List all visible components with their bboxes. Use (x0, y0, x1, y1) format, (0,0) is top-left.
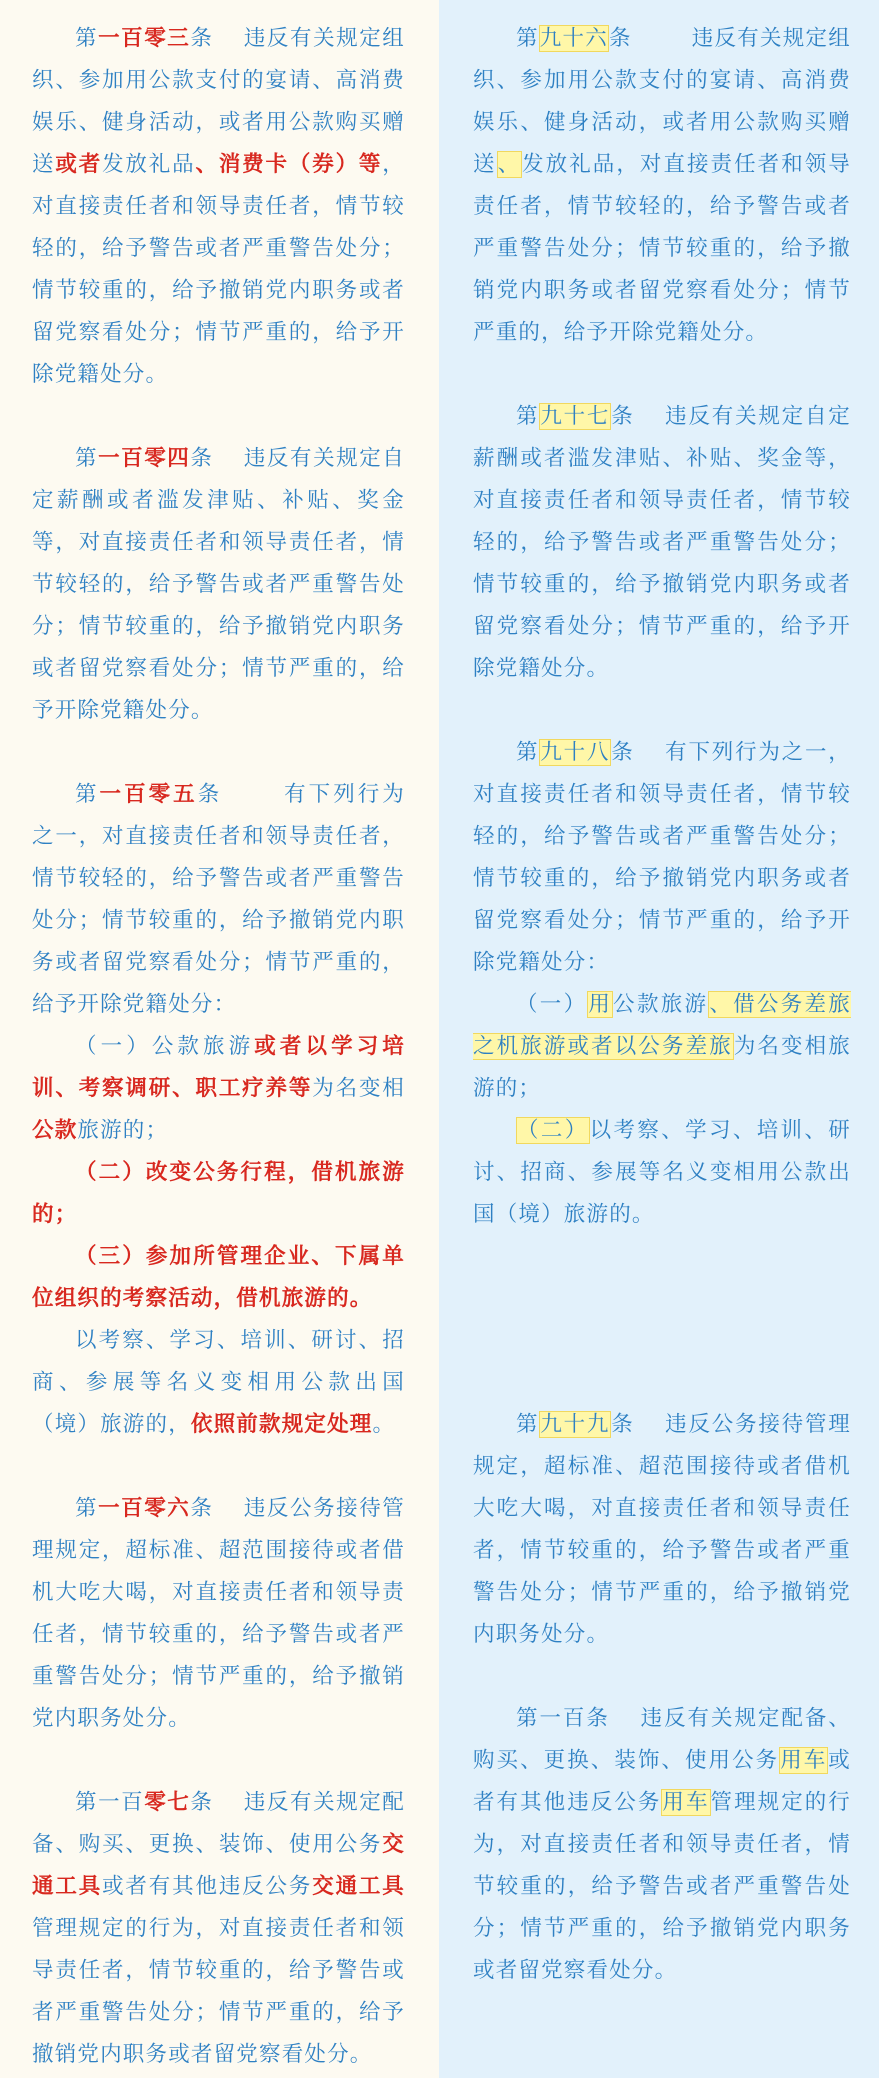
body-text: 违反有关规定组织、参加用公款支付的宴请、高消费娱乐、健身活动，或者用公款购买赠送 (32, 26, 405, 177)
article-107-text (32, 1782, 405, 2076)
highlight-text: 、 (497, 152, 522, 177)
body-text: 条 (190, 1496, 214, 1521)
article-96-text (473, 18, 851, 354)
body-text: 发放礼品，对直接责任者和领导责任者，情节较轻的，给予警告或者严重警告处分；情节较重的，给予撤销党内职务或者留党察看处分；情节严重的，给予开除党籍处分。 (473, 152, 852, 345)
body-text: 为名变相旅游的； (473, 1034, 851, 1101)
emphasis-text: 一百零三 (98, 26, 191, 51)
highlight-text: 九十九 (540, 1412, 611, 1437)
body-text: 条 (190, 1790, 214, 1815)
article-103-text (32, 18, 405, 396)
body-text: 第一百条 (516, 1706, 610, 1731)
body-text: 以考察、学习、培训、研讨、招商、参展等名义变相用公款出国（境）旅游的。 (473, 1118, 851, 1227)
body-text: 或者有其他违反公务 (473, 1748, 851, 1815)
body-text: 第 (75, 782, 100, 807)
body-text: （一） (516, 992, 588, 1017)
emphasis-text: 公款 (32, 1118, 78, 1143)
highlight-text: 用车 (662, 1790, 710, 1815)
article-100-text (473, 1698, 851, 1992)
article-98-text (473, 732, 851, 984)
highlight-text: 用 (588, 992, 613, 1017)
article-98 (473, 732, 851, 1362)
body-text: 条 (611, 404, 635, 429)
emphasis-text: （二）改变公务行程，借机旅游的； (32, 1160, 405, 1227)
article-97-text (473, 396, 851, 690)
body-text: 违反有关规定自定薪酬或者滥发津贴、补贴、奖金等，对直接责任者和领导责任者，情节较轻的，给予警告或者严重警告处分；情节较重的，给予撤销党内职务或者留党察看处分；情节严重的，给予开除党籍处分。 (473, 404, 851, 681)
emphasis-text: 交通工具 (312, 1874, 405, 1899)
body-text: 第 (516, 1412, 540, 1437)
highlight-text: 九十八 (540, 740, 611, 765)
body-text: 第 (516, 740, 540, 765)
article-99-text (473, 1404, 851, 1656)
article-106 (32, 1488, 405, 1740)
body-text: 条 (190, 446, 214, 471)
body-text: （一）公款旅游 (75, 1034, 255, 1059)
body-text: 违反公务接待管理规定，超标准、超范围接待或者借机大吃大喝，对直接责任者和领导责任者，情节较重的，给予警告或者严重警告处分；情节严重的，给予撤销党内职务处分。 (32, 1496, 405, 1731)
body-text: 违反有关规定组织、参加用公款支付的宴请、高消费娱乐、健身活动，或者用公款购买赠送 (473, 26, 851, 177)
old-regulation-column (439, 0, 879, 2078)
emphasis-text: 一百零五 (99, 782, 198, 807)
body-text: 第 (75, 1496, 99, 1521)
body-text: 条 (197, 782, 223, 807)
emphasis-text: 一百零四 (98, 446, 191, 471)
body-text: 违反有关规定自定薪酬或者滥发津贴、补贴、奖金等，对直接责任者和领导责任者，情节较轻的，给予警告或者严重警告处分；情节较重的，给予撤销党内职务或者留党察看处分；情节严重的，给予开除党籍处分。 (32, 446, 405, 723)
article-104-text (32, 438, 405, 732)
body-text: 违反有关规定配备、购买、更换、装饰、使用公务 (32, 1790, 405, 1857)
body-text: 发放礼品 (102, 152, 196, 177)
body-text: 条 (611, 1412, 635, 1437)
body-text: 旅游的； (77, 1118, 169, 1143)
body-text: 第 (516, 404, 540, 429)
body-text: 管理规定的行为，对直接责任者和领导责任者，情节较重的，给予警告或者严重警告处分；情节严重的，给予撤销党内职务或者留党察看处分。 (32, 1916, 405, 2067)
article-98-item-2 (473, 1110, 851, 1236)
article-96 (473, 18, 851, 354)
highlight-text: 九十六 (539, 26, 608, 51)
body-text: 或者有其他违反公务 (102, 1874, 313, 1899)
body-text: 违反公务接待管理规定，超标准、超范围接待或者借机大吃大喝，对直接责任者和领导责任者，情节较重的，给予警告或者严重警告处分；情节严重的，给予撤销党内职务处分。 (473, 1412, 851, 1647)
emphasis-text: 一百零六 (98, 1496, 191, 1521)
body-text: ，对直接责任者和领导责任者，情节较轻的，给予警告或者严重警告处分；情节较重的，给予撤销党内职务或者留党察看处分；情节严重的，给予开除党籍处分。 (32, 152, 405, 387)
article-105 (32, 774, 405, 1446)
article-100 (473, 1698, 851, 1992)
highlight-text: 、借公务差旅之机旅游或者以公务差旅 (473, 992, 851, 1059)
article-105-text (32, 774, 405, 1026)
article-105-item-1 (32, 1026, 405, 1152)
body-text: 管理规定的行为，对直接责任者和领导责任者，情节较重的，给予警告或者严重警告处分；情节严重的，给予撤销党内职务或者留党察看处分。 (473, 1790, 851, 1983)
body-text: 有下列行为之一，对直接责任者和领导责任者，情节较轻的，给予警告或者严重警告处分；情节较重的，给予撤销党内职务或者留党察看处分；情节严重的，给予开除党籍处分： (473, 740, 851, 975)
emphasis-text: （三）参加所管理企业、下属单位组织的考察活动，借机旅游的。 (32, 1244, 405, 1311)
body-text: 。 (372, 1412, 396, 1437)
new-regulation-column (0, 0, 439, 2078)
body-text: 第 (516, 26, 539, 51)
article-107 (32, 1782, 405, 2076)
article-99 (473, 1404, 851, 1656)
body-text: 条 (190, 26, 214, 51)
spacer (473, 1236, 851, 1362)
body-text: 有下列行为之一，对直接责任者和领导责任者，情节较轻的，给予警告或者严重警告处分；情节较重的，给予撤销党内职务或者留党察看处分；情节严重的，给予开除党籍处分： (32, 782, 405, 1017)
article-104 (32, 438, 405, 732)
article-105-paragraph-2 (32, 1320, 405, 1446)
article-98-item-1 (473, 984, 851, 1110)
emphasis-text: 或者以学习培训、考察调研、职工疗养等 (32, 1034, 406, 1101)
body-text: 第一百 (75, 1790, 145, 1815)
body-text: 违反有关规定配备、购买、更换、装饰、使用公务 (473, 1706, 851, 1773)
emphasis-text: 依照前款规定处理 (190, 1412, 373, 1437)
body-text: 以考察、学习、培训、研讨、招商、参展等名义变相用公款出国（境）旅游的， (32, 1328, 405, 1437)
article-106-text (32, 1488, 405, 1740)
body-text: 条 (611, 740, 635, 765)
article-105-item-2 (32, 1152, 405, 1236)
article-103 (32, 18, 405, 396)
highlight-text: 九十七 (540, 404, 611, 429)
body-text: 条 (609, 26, 632, 51)
body-text: 第 (75, 26, 99, 51)
emphasis-text: 、消费卡（券）等 (195, 152, 383, 177)
body-text: 公款旅游 (613, 992, 709, 1017)
emphasis-text: 交通工具 (32, 1832, 405, 1899)
emphasis-text: 或者 (55, 152, 103, 177)
highlight-text: （二） (517, 1118, 589, 1143)
body-text: 为名变相 (312, 1076, 405, 1101)
emphasis-text: 零七 (144, 1790, 191, 1815)
article-105-item-3 (32, 1236, 405, 1320)
body-text: 第 (75, 446, 99, 471)
article-97 (473, 396, 851, 690)
highlight-text: 用车 (780, 1748, 828, 1773)
